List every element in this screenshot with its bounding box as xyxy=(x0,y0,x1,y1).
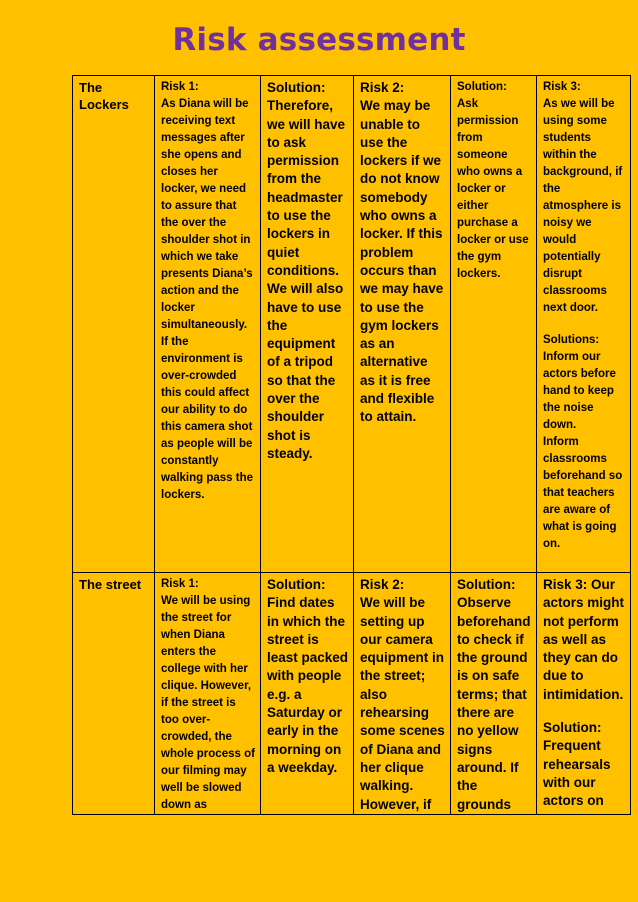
risk3-solution-text: Solution: Frequent rehearsals with our actors on xyxy=(543,720,611,809)
risk3-text: Risk 3: As we will be using some students within the background, if the atmosphere is noisy we would potentially disrupt classrooms next door. xyxy=(543,81,623,314)
risk2-cell xyxy=(354,573,451,815)
risk1-text: Risk 1: We will be using the street for when Diana enters the college with her clique. However, if the street is too over-crowded, the whole process of our filming may well be slowed down as xyxy=(161,578,255,811)
table-row xyxy=(73,573,631,815)
solution1-cell xyxy=(261,76,354,573)
risk2-text: Risk 2: We may be unable to use the lockers if we do not know somebody who owns a locker. If this problem occurs than we may have to use the gym lockers as an alternative as it is free and flexible to attain. xyxy=(360,80,444,425)
risk2-text: Risk 2: We will be setting up our camera equipment in the street; also rehearsing some scenes of Diana and her clique walking. However, if xyxy=(360,577,445,812)
risk1-cell xyxy=(155,573,261,815)
solution1-text: Solution: Therefore, we will have to ask permission from the headmaster to use the lockers in quiet conditions. We will also have to use the equipment of a tripod so that the over the shoulder shot is steady. xyxy=(267,80,346,461)
risk2-cell xyxy=(354,76,451,573)
risk3-cell xyxy=(537,76,631,573)
solution2-cell xyxy=(451,76,537,573)
area-label: The street xyxy=(79,577,142,592)
solution2-text: Solution: Ask permission from someone who owns a locker or either purchase a locker or use the gym lockers. xyxy=(457,81,529,280)
area-cell xyxy=(73,76,155,573)
risk-assessment-table xyxy=(72,75,631,815)
solution1-cell xyxy=(261,573,354,815)
risk3-text: Risk 3: Our actors might not perform as well as they can do due to intimidation. xyxy=(543,577,625,702)
table-row xyxy=(73,76,631,573)
risk3-solution-text: Solutions: Inform our actors before hand to keep the noise down. Inform classrooms beforehand so that teachers are aware of what is going on. xyxy=(543,334,623,550)
solution1-text: Solution: Find dates in which the street is least packed with people e.g. a Saturday or early in the morning on a weekday. xyxy=(267,577,349,775)
area-cell xyxy=(73,573,155,815)
risk1-text: Risk 1: As Diana will be receiving text messages after she opens and closes her locker, we need to assure that the over the shoulder shot in which we take presents Diana’s action and the locker simultaneously. If the environment is over-crowded this could affect our ability to do this camera shot as people will be constantly walking pass the lockers. xyxy=(161,81,254,501)
solution2-cell xyxy=(451,573,537,815)
solution2-text: Solution: Observe beforehand to check if the ground is on safe terms; that there are no yellow signs around. If the grounds xyxy=(457,577,531,812)
page-title: Risk assessment xyxy=(172,22,466,58)
risk1-cell xyxy=(155,76,261,573)
risk3-cell xyxy=(537,573,631,815)
area-label: The Lockers xyxy=(79,80,129,112)
